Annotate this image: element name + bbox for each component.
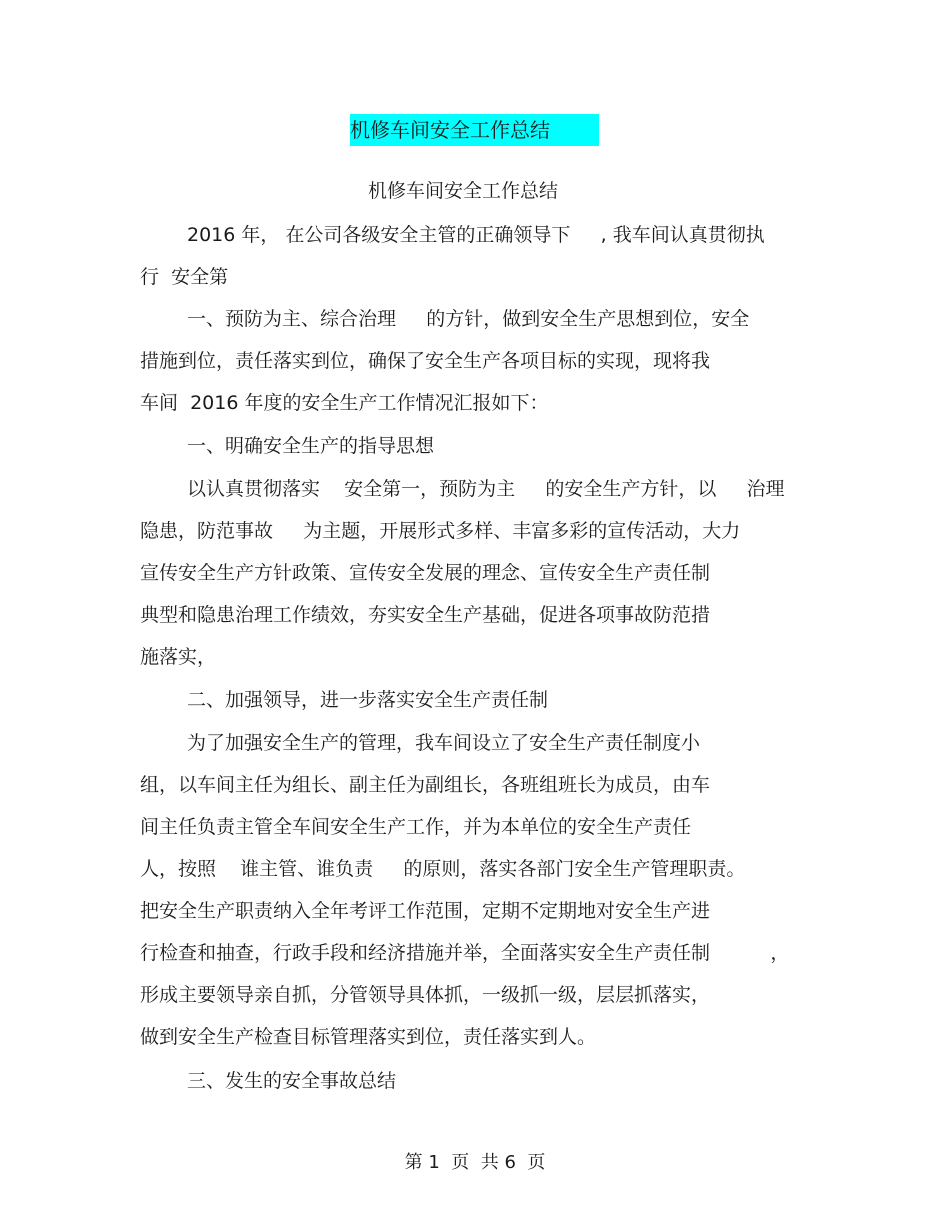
page-number-footer: 第 1 页 共 6 页 xyxy=(404,1152,546,1173)
paragraph-line: 2016 年， 在公司各级安全主管的正确领导下 , 我车间认真贯彻执 xyxy=(187,224,765,246)
section-heading: 一、明确安全生产的指导思想 xyxy=(187,435,435,457)
paragraph-line: 形成主要领导亲自抓，分管领导具体抓，一级抓一级，层层抓落实， xyxy=(140,984,711,1006)
paragraph-line: 施落实， xyxy=(140,646,217,668)
paragraph-line: 人，按照 谁主管、谁负责 的原则，落实各部门安全生产管理职责。 xyxy=(140,858,746,880)
paragraph-line: 间主任负责主管全车间安全生产工作，并为本单位的安全生产责任 xyxy=(140,816,692,838)
paragraph-line: 为了加强安全生产的管理，我车间设立了安全生产责任制度小 xyxy=(187,732,701,754)
document-title: 机修车间安全工作总结 xyxy=(350,114,599,146)
paragraph-line: 宣传安全生产方针政策、宣传安全发展的理念、宣传安全生产责任制 xyxy=(140,562,711,584)
paragraph-line: 行检查和抽查，行政手段和经济措施并举，全面落实安全生产责任制 ， xyxy=(140,942,790,964)
paragraph-line: 行 安全第 xyxy=(140,266,229,288)
paragraph-line: 隐患，防范事故 为主题，开展形式多样、丰富多彩的宣传活动，大力 xyxy=(140,520,741,542)
paragraph-line: 车间 2016 年度的安全生产工作情况汇报如下： xyxy=(140,392,549,414)
section-heading: 三、发生的安全事故总结 xyxy=(187,1070,397,1092)
section-heading: 二、加强领导，进一步落实安全生产责任制 xyxy=(187,689,549,711)
paragraph-line: 一、预防为主、综合治理 的方针，做到安全生产思想到位，安全 xyxy=(187,308,750,330)
paragraph-line: 组，以车间主任为组长、副主任为副组长，各班组班长为成员，由车 xyxy=(140,774,711,796)
paragraph-line: 把安全生产职责纳入全年考评工作范围，定期不定期地对安全生产进 xyxy=(140,900,711,922)
paragraph-line: 做到安全生产检查目标管理落实到位，责任落实到人。 xyxy=(140,1026,597,1048)
document-subtitle: 机修车间安全工作总结 xyxy=(368,180,559,202)
paragraph-line: 典型和隐患治理工作绩效，夯实安全生产基础，促进各项事故防范措 xyxy=(140,604,711,626)
paragraph-line: 以认真贯彻落实 安全第一，预防为主 的安全生产方针，以 治理 xyxy=(187,478,785,500)
paragraph-line: 措施到位，责任落实到位，确保了安全生产各项目标的实现，现将我 xyxy=(140,350,711,372)
